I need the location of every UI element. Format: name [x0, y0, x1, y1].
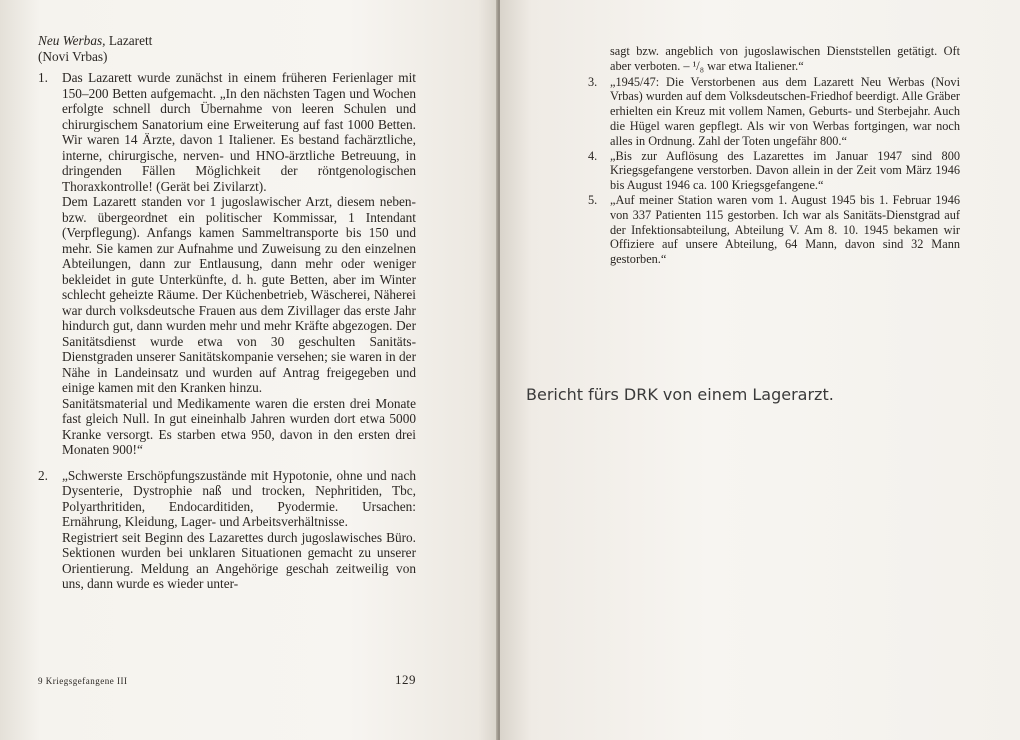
page-number: 129: [395, 672, 416, 687]
header-place: Neu Werbas,: [38, 33, 106, 48]
item-text: „Auf meiner Station waren vom 1. August 1945 bis 1. Februar 1946 von 337 Patienten 115 gestorben. Ich war als Sanitäts-Dienstgrad auf der Infektionsabteilung, Abteilung V. Am 8. 10. 1945 bekamen wir Offiziere auf unsere Abteilung, 64 Mann, davon sind 32 Mann gestorben.“: [610, 192, 960, 267]
item-body: [62, 468, 416, 592]
header-alt-name: (Novi Vrbas): [38, 48, 108, 64]
item-body: [62, 70, 416, 458]
list-item: [38, 468, 416, 592]
item-number: 5.: [588, 192, 598, 207]
item-paragraph: Dem Lazarett standen vor 1 jugoslawischer Arzt, diesem neben- bzw. übergeordnet ein politischer Kommissar, 1 Intendant (Verpflegung). Anfangs kamen Sammeltransporte bis 150 und mehr. Sie kamen zur Aufnahme und Zuweisung zu den einzelnen Abteilungen, dann zur Entlausung, dann mehr oder weniger bekleidet in gute Unterkünfte, d. h. gute Betten, aber im Winter schlecht geheizte Räume. Der Küchenbetrieb, Wäscherei, Näherei war durch volksdeutsche Frauen aus dem Zivillager das erste Jahr hindurch gut, dann wurden mehr und mehr Kräfte abgezogen. Der Sanitätsdienst wurde etwa von 30 geschulten Sanitäts-Dienstgraden unserer Sanitätskompanie versehen; sie waren in der Nähe in Landeinsatz und wurden auf Antrag freigegeben und einige kamen mit den Kranken hinzu.: [62, 194, 416, 395]
item-paragraph: Sanitätsmaterial und Medikamente waren die ersten drei Monate fast gleich Null. In gut eineinhalb Jahren wurden dort etwa 5000 Kranke versorgt. Es starben etwa 950, davon in den ersten drei Monaten 900!“: [62, 395, 416, 457]
list-item: [38, 70, 416, 458]
section-header: [38, 33, 416, 49]
continued-text: sagt bzw. angeblich von jugoslawischen Dienststellen getätigt. Oft aber verboten. – ¹/₈ war etwa Italiener.“: [610, 44, 960, 73]
caption-text: Bericht fürs DRK von einem Lagerarzt.: [526, 385, 834, 404]
item-text: „1945/47: Die Verstorbenen aus dem Lazarett Neu Werbas (Novi Vrbas) wurden auf dem Volksdeutschen-Friedhof beerdigt. Alle Gräber erhielten ein Kreuz mit vollem Namen, Geburts- und Sterbejahr. Auch die Hügel waren gepflegt. Als wir von Werbas fortgingen, war noch alles in Ordnung. Zahl der Toten ungefähr 800.“: [610, 74, 960, 148]
item-number: 1.: [38, 70, 48, 85]
item-paragraph: Das Lazarett wurde zunächst in einem früheren Ferienlager mit 150–200 Betten aufgemacht. „In den nächsten Tagen und Wochen erfolgte schnell durch Übernahme von leeren Schulen und chirurgischem Sanatorium eine Erweiterung auf fast 1000 Betten. Wir waren 14 Ärzte, davon 1 Italiener. Es bestand fachärztliche, interne, chirurgische, nerven- und HNO-ärztliche Betreuung, in dringenden Fällen Möglichkeit der röntgenologischen Thoraxkontrolle! (Gerät bei Zivilarzt).: [62, 70, 416, 194]
item-number: 4.: [588, 148, 598, 163]
item-number: 3.: [588, 74, 598, 89]
list-item: [588, 193, 960, 267]
right-text-column: [588, 44, 960, 267]
item-paragraph: „Schwerste Erschöpfungszustände mit Hypotonie, ohne und nach Dysenterie, Dystrophie naß und trocken, Nephritiden, Tbc, Polyarthritiden, Endocarditiden, Pyodermie. Ursachen: Ernährung, Kleidung, Lager- und Arbeitsverhältnisse.: [62, 467, 416, 529]
page-footer: [38, 672, 416, 692]
item-text: „Bis zur Auflösung des Lazarettes im Januar 1947 sind 800 Kriegsgefangene verstorben. Davon allein in der Zeit vom März 1946 bis August 1946 ca. 100 Kriegsgefangene.“: [610, 148, 960, 193]
header-sub: Lazarett: [108, 33, 153, 48]
footer-signature: 9 Kriegsgefangene III: [38, 676, 128, 686]
list-item: [588, 149, 960, 193]
left-page: [0, 0, 498, 740]
left-text-column: [38, 33, 416, 592]
item-number: 2.: [38, 467, 48, 483]
list-item: [588, 75, 960, 149]
item-paragraph: Registriert seit Beginn des Lazarettes durch jugoslawisches Büro. Sektionen wurden bei unklaren Situationen gemacht zu unserer Orientierung. Meldung an Angehörige geschah zeitweilig von uns, dann wurde es wieder unter-: [62, 529, 416, 591]
